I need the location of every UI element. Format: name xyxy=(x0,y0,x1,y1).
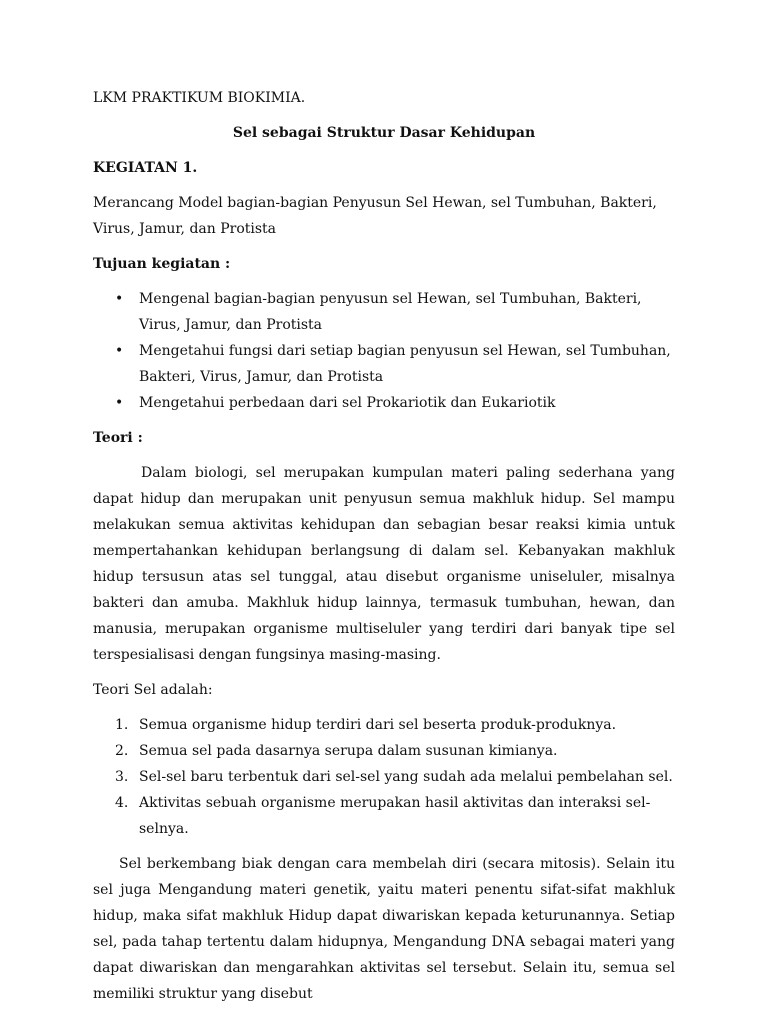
item-number: 2. xyxy=(115,743,129,759)
bullet-icon: • xyxy=(115,291,124,307)
activity-heading: KEGIATAN 1. xyxy=(93,160,198,176)
list-item xyxy=(93,338,675,390)
bullet-icon: • xyxy=(115,395,124,411)
list-item xyxy=(93,390,675,416)
list-item xyxy=(93,790,675,842)
goal-text: Mengenal bagian-bagian penyusun sel Hewan, sel Tumbuhan, Bakteri, Virus, Jamur, dan Protista xyxy=(139,291,642,333)
list-item xyxy=(93,286,675,338)
item-text: Semua organisme hidup terdiri dari sel beserta produk-produknya. xyxy=(139,717,617,733)
item-number: 1. xyxy=(115,717,129,733)
document-label: LKM PRAKTIKUM BIOKIMIA. xyxy=(93,90,306,106)
goal-text: Mengetahui fungsi dari setiap bagian penyusun sel Hewan, sel Tumbuhan, Bakteri, Virus, Jamur, dan Protista xyxy=(139,343,671,385)
goals-list xyxy=(93,286,675,416)
theory-heading: Teori : xyxy=(93,430,143,446)
list-item xyxy=(93,738,675,764)
final-paragraph: Sel berkembang biak dengan cara membelah diri (secara mitosis). Selain itu sel juga Mengandung materi genetik, yaitu materi penentu sifat-sifat makhluk hidup, maka sifat makhluk Hidup dapat diwariskan kepada keturunannya. Setiap sel, pada tahap tertentu dalam hidupnya, Mengandung DNA sebagai materi yang dapat diwariskan dan mengarahkan aktivitas sel tersebut. Selain itu, semua sel memiliki struktur yang disebut xyxy=(93,856,675,1002)
cell-theory-list xyxy=(93,712,675,842)
goal-text: Mengetahui perbedaan dari sel Prokariotik dan Eukariotik xyxy=(139,395,556,411)
item-text: Aktivitas sebuah organisme merupakan hasil aktivitas dan interaksi sel-selnya. xyxy=(139,795,651,837)
item-number: 3. xyxy=(115,769,129,785)
cell-theory-heading: Teori Sel adalah: xyxy=(93,682,213,698)
list-item xyxy=(93,764,675,790)
item-text: Sel-sel baru terbentuk dari sel-sel yang sudah ada melalui pembelahan sel. xyxy=(139,769,673,785)
bullet-icon: • xyxy=(115,343,124,359)
activity-description: Merancang Model bagian-bagian Penyusun Sel Hewan, sel Tumbuhan, Bakteri, Virus, Jamur, dan Protista xyxy=(93,195,657,237)
item-number: 4. xyxy=(115,795,129,811)
document-body xyxy=(93,85,675,1007)
theory-paragraph: Dalam biologi, sel merupakan kumpulan materi paling sederhana yang dapat hidup dan merupakan unit penyusun semua makhluk hidup. Sel mampu melakukan semua aktivitas kehidupan dan sebagian besar reaksi kimia untuk mempertahankan kehidupan berlangsung di dalam sel. Kebanyakan makhluk hidup tersusun atas sel tunggal, atau disebut organisme uniseluler, misalnya bakteri dan amuba. Makhluk hidup lainnya, termasuk tumbuhan, hewan, dan manusia, merupakan organisme multiseluler yang terdiri dari banyak tipe sel terspesialisasi dengan fungsinya masing-masing. xyxy=(93,465,675,663)
list-item xyxy=(93,712,675,738)
document-title: Sel sebagai Struktur Dasar Kehidupan xyxy=(232,125,536,141)
item-text: Semua sel pada dasarnya serupa dalam susunan kimianya. xyxy=(139,743,558,759)
goals-heading: Tujuan kegiatan : xyxy=(93,256,231,272)
